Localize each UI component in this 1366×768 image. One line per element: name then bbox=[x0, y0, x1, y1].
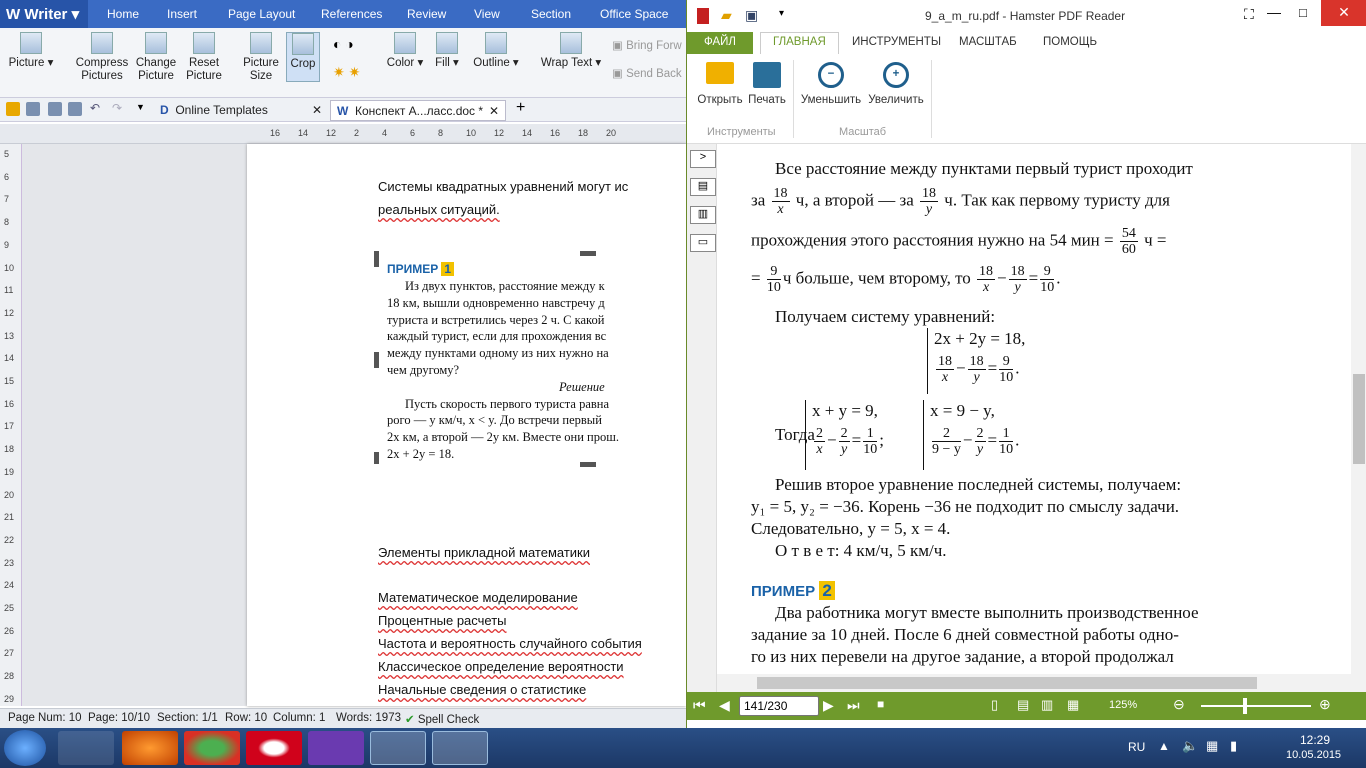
customize-icon[interactable]: ▼ bbox=[136, 102, 145, 112]
print-icon[interactable] bbox=[48, 102, 62, 116]
pdf-sidebar bbox=[687, 144, 717, 692]
tab-file[interactable]: ФАЙЛ bbox=[687, 32, 753, 54]
ruler-number: 28 bbox=[4, 671, 15, 682]
writer-app-menu[interactable]: W Writer ▾ bbox=[0, 0, 88, 28]
close-icon[interactable]: ✕ bbox=[488, 104, 499, 118]
zoom-slider-thumb[interactable] bbox=[1243, 698, 1247, 714]
pdf-word: − bbox=[997, 268, 1007, 288]
zoom-in-icon[interactable]: ⊕ bbox=[1319, 696, 1331, 712]
equation: x = 9 − y, bbox=[930, 401, 995, 420]
ruler-number: 10 bbox=[4, 262, 15, 273]
taskbar bbox=[0, 728, 1366, 768]
ruler-number: 20 bbox=[606, 128, 617, 138]
ruler-number: 24 bbox=[4, 580, 15, 591]
pdf-word: = bbox=[751, 268, 761, 288]
equation: x + y = 9, bbox=[812, 401, 878, 420]
outline-icon bbox=[485, 32, 507, 54]
pdf-line: го из них перевели на другое задание, а второй продолжал bbox=[751, 647, 1174, 666]
ruler-number: 6 bbox=[410, 128, 416, 138]
fraction: $\frac{18}{y}$ bbox=[1010, 264, 1025, 295]
window-title: 9_a_m_ru.pdf - Hamster PDF Reader bbox=[925, 9, 1126, 23]
ruler-number: 4 bbox=[382, 128, 388, 138]
group-label: Масштаб bbox=[839, 126, 887, 138]
volume-icon[interactable]: 🔈 bbox=[1182, 738, 1199, 753]
tab-help[interactable]: ПОМОЩЬ bbox=[1043, 36, 1098, 48]
maximize-icon[interactable]: □ bbox=[1299, 5, 1307, 20]
color-button[interactable]: Color ▾ bbox=[386, 32, 424, 70]
status-column: Column: 1 bbox=[273, 712, 326, 724]
folder-icon bbox=[706, 62, 734, 84]
ruler-number: 14 bbox=[522, 128, 533, 138]
pdf-line: y₁ = 5, y₂ = −36. Корень −36 не подходит по смыслу задачи. bbox=[751, 497, 1180, 516]
templates-icon: D bbox=[160, 103, 169, 117]
ruler-number: 10 bbox=[466, 128, 477, 138]
fraction: $\frac{9}{10}$ bbox=[1040, 264, 1055, 295]
pages-icon[interactable]: ▥ bbox=[690, 206, 716, 224]
example-number: 2 bbox=[819, 581, 834, 600]
tab-section[interactable]: Section bbox=[531, 7, 572, 21]
writer-ribbon bbox=[0, 28, 686, 98]
new-tab-icon[interactable]: + bbox=[516, 99, 526, 116]
snippet-line: 18 км, вышли одновременно навстречу д bbox=[387, 295, 605, 310]
compress-icon bbox=[91, 32, 113, 54]
first-page-icon[interactable]: ⏮ bbox=[693, 697, 706, 713]
snippet-line: Из двух пунктов, расстояние между к bbox=[405, 279, 605, 293]
pdf-reader-task[interactable] bbox=[370, 731, 426, 765]
send-backward-button[interactable]: ▣ Send Back bbox=[612, 68, 682, 80]
writer-menu-bar bbox=[0, 0, 686, 28]
fraction: $\frac{9}{10}$ bbox=[999, 353, 1014, 385]
fraction: $\frac{18}{y}$ bbox=[969, 353, 984, 385]
cropped-picture[interactable] bbox=[377, 255, 686, 463]
change-picture-button[interactable]: Change Picture bbox=[134, 32, 178, 83]
change-picture-icon bbox=[145, 32, 167, 54]
ruler-number: 18 bbox=[4, 444, 15, 455]
zoom-out-icon[interactable]: ⊖ bbox=[1173, 696, 1185, 712]
continuous-icon[interactable]: ▤ bbox=[1017, 697, 1030, 712]
example-label: ПРИМЕР bbox=[387, 262, 439, 276]
ruler-number: 29 bbox=[4, 693, 15, 704]
fraction: $\frac{2}{y}$ bbox=[840, 425, 848, 457]
snippet-line: каждый турист, если для прохождения вс bbox=[387, 329, 607, 344]
battery-icon[interactable]: ▮ bbox=[1230, 738, 1238, 753]
tab-online-templates[interactable]: D Online Templates ✕ bbox=[160, 103, 322, 117]
fraction: $\frac{18}{x}$ bbox=[938, 353, 952, 385]
ruler-number: 8 bbox=[4, 217, 10, 228]
tray-arrow-icon[interactable]: ▲ bbox=[1158, 739, 1170, 753]
stop-icon[interactable]: ■ bbox=[877, 697, 885, 711]
pdf-word: прохождения этого расстояния нужно на 54 мин = bbox=[751, 230, 1114, 250]
snippet-line: между пунктами одному из них нужно на bbox=[387, 346, 609, 361]
network-icon[interactable]: ▦ bbox=[1206, 738, 1219, 753]
divider bbox=[793, 60, 794, 138]
fill-icon bbox=[436, 32, 458, 54]
status-page-num: Page Num: 10 bbox=[8, 712, 82, 724]
fraction: $\frac{1}{10}$ bbox=[863, 425, 878, 457]
zoom-out-icon: − bbox=[818, 62, 844, 88]
example-number: 1 bbox=[441, 262, 454, 276]
ruler-number: 27 bbox=[4, 648, 15, 659]
clock-time[interactable]: 12:29 bbox=[1300, 733, 1331, 747]
fraction: $\frac{54}{60}$ bbox=[1121, 226, 1136, 257]
wrap-text-button[interactable]: Wrap Text ▾ bbox=[540, 32, 602, 70]
scroll-thumb[interactable] bbox=[1353, 374, 1365, 464]
pdf-word: ч, а второй — за bbox=[795, 190, 914, 210]
fraction: $\frac{1}{10}$ bbox=[999, 425, 1014, 457]
firefox-icon[interactable] bbox=[122, 731, 178, 765]
crop-button[interactable]: Crop bbox=[286, 32, 320, 82]
zoom-in-button[interactable]: + Увеличить bbox=[865, 62, 927, 106]
tab-references[interactable]: References bbox=[321, 7, 383, 21]
tab-tools[interactable]: ИНСТРУМЕНТЫ bbox=[852, 36, 942, 48]
list-item: Частота и вероятность случайного события bbox=[378, 636, 642, 651]
ruler-number: 7 bbox=[4, 194, 10, 205]
list-item: Классическое определение вероятности bbox=[378, 659, 624, 674]
chrome-icon[interactable] bbox=[184, 731, 240, 765]
clock-date[interactable]: 10.05.2015 bbox=[1286, 749, 1342, 761]
ruler-number: 9 bbox=[4, 239, 10, 250]
document-icon: W bbox=[337, 104, 349, 118]
pdf-line: Тогда bbox=[775, 425, 815, 444]
status-bar bbox=[0, 708, 686, 728]
ruler-number: 18 bbox=[578, 128, 589, 138]
redo-icon[interactable]: ↷ bbox=[112, 101, 123, 115]
ruler-number: 17 bbox=[4, 421, 15, 432]
single-page-icon[interactable]: ▯ bbox=[991, 697, 999, 712]
horizontal-scrollbar[interactable] bbox=[717, 674, 1351, 692]
tab-view[interactable]: View bbox=[474, 7, 500, 21]
pdf-line: Следовательно, y = 5, x = 4. bbox=[751, 519, 951, 538]
pdf-title-bar bbox=[687, 0, 1366, 32]
next-page-icon[interactable]: ▶ bbox=[823, 697, 834, 713]
list-item: Начальные сведения о статистике bbox=[378, 682, 587, 697]
snippet-line: туриста и встретились через 2 ч. С какой bbox=[387, 312, 605, 327]
ruler-number: 23 bbox=[4, 557, 15, 568]
doc-heading: Элементы прикладной математики bbox=[378, 545, 590, 560]
ruler-number: 26 bbox=[4, 625, 15, 636]
pdf-ribbon bbox=[687, 54, 1366, 144]
fraction: $\frac{18}{x}$ bbox=[979, 264, 994, 295]
ruler-number: 14 bbox=[298, 128, 309, 138]
snippet-line: чем другому? bbox=[387, 362, 460, 377]
fraction: $\frac{2}{x}$ bbox=[816, 425, 823, 457]
pdf-word: ч больше, чем второму, то bbox=[782, 268, 971, 288]
fill-button[interactable]: Fill ▾ bbox=[432, 32, 462, 70]
ruler-number: 5 bbox=[4, 149, 10, 159]
status-row: Row: 10 bbox=[225, 712, 268, 724]
status-page: Page: 10/10 bbox=[88, 712, 151, 724]
reset-picture-button[interactable]: Reset Picture bbox=[182, 32, 226, 83]
ruler-number: 2 bbox=[354, 128, 360, 138]
ruler-number: 21 bbox=[4, 512, 15, 523]
wrap-text-icon bbox=[560, 32, 582, 54]
pdf-line: задание за 10 дней. После 6 дней совместной работы одно- bbox=[751, 625, 1179, 644]
ruler-number: 12 bbox=[4, 307, 15, 318]
pdf-navigation-bar bbox=[687, 692, 1366, 720]
language-indicator[interactable]: RU bbox=[1128, 740, 1146, 754]
status-words: Words: 1973 bbox=[336, 712, 401, 724]
page-number-input[interactable] bbox=[739, 696, 819, 716]
picture-size-button[interactable]: Picture Size bbox=[240, 32, 282, 83]
undo-icon[interactable]: ↶ bbox=[90, 101, 101, 115]
last-page-icon[interactable]: ⏭ bbox=[847, 697, 860, 713]
snippet-solution: Решение bbox=[559, 379, 605, 394]
equation: 2x + 2y = 18, bbox=[934, 329, 1026, 348]
scroll-thumb[interactable] bbox=[757, 677, 1257, 689]
pdf-line: Все расстояние между пунктами первый турист проходит bbox=[775, 159, 1193, 178]
ruler-number: 16 bbox=[4, 398, 15, 409]
color-icon bbox=[394, 32, 416, 54]
ruler-number: 6 bbox=[4, 171, 10, 182]
ruler-number: 15 bbox=[4, 376, 15, 386]
vertical-scrollbar[interactable] bbox=[1351, 144, 1366, 692]
snippet-line: Пусть скорость первого туриста равна bbox=[405, 396, 610, 411]
tab-main[interactable]: ГЛАВНАЯ bbox=[760, 32, 839, 54]
zoom-level: 125% bbox=[1109, 699, 1138, 711]
explorer-icon[interactable] bbox=[58, 731, 114, 765]
snippet-line: рого — y км/ч, x < y. До встречи первый bbox=[387, 413, 602, 428]
customize-icon[interactable]: ▾ bbox=[779, 8, 785, 19]
compress-pictures-button[interactable]: Compress Pictures bbox=[74, 32, 130, 83]
pdf-line: О т в е т: 4 км/ч, 5 км/ч. bbox=[775, 541, 947, 560]
two-page-icon[interactable]: ▥ bbox=[1041, 697, 1054, 712]
list-item: Процентные расчеты bbox=[378, 613, 507, 628]
thumbnails-icon[interactable]: ▭ bbox=[690, 234, 716, 252]
expand-panel-button[interactable]: > bbox=[690, 150, 716, 168]
tab-document[interactable]: W Конспект А...ласс.doc * ✕ bbox=[330, 100, 506, 121]
picture-size-icon bbox=[250, 32, 272, 54]
zoom-out-button[interactable]: − Уменьшить bbox=[799, 62, 863, 106]
two-page-continuous-icon[interactable]: ▦ bbox=[1067, 697, 1080, 712]
quick-access-bar bbox=[0, 98, 686, 122]
ruler-number: 20 bbox=[4, 489, 15, 500]
picture-icon bbox=[20, 32, 42, 54]
ruler-number: 22 bbox=[4, 534, 15, 545]
opera-icon[interactable] bbox=[246, 731, 302, 765]
print-button[interactable]: Печать bbox=[745, 62, 789, 106]
status-section: Section: 1/1 bbox=[157, 712, 218, 724]
save-icon[interactable] bbox=[26, 102, 40, 116]
open-icon[interactable] bbox=[6, 102, 20, 116]
ruler-number: 16 bbox=[270, 128, 281, 138]
brightness-icon[interactable]: ◐ ◑ bbox=[333, 36, 354, 52]
doc-line: реальных ситуаций. bbox=[378, 202, 500, 217]
ruler-number: 14 bbox=[4, 353, 15, 364]
spell-check-button[interactable]: ✔ Spell Check bbox=[405, 714, 480, 726]
ruler-number: 19 bbox=[4, 466, 15, 477]
horizontal-ruler[interactable] bbox=[0, 124, 686, 144]
list-item: Математическое моделирование bbox=[378, 590, 578, 605]
contrast-icon[interactable]: ✷ ✷ bbox=[333, 64, 361, 80]
snippet-line: 2x км, а второй — 2y км. Вместе они прош. bbox=[387, 430, 619, 445]
fraction: $\frac{9}{10}$ bbox=[766, 264, 781, 295]
ruler-number: 12 bbox=[494, 128, 505, 138]
prev-page-icon[interactable]: ◀ bbox=[719, 697, 730, 713]
pdf-word: за bbox=[751, 190, 766, 210]
visual-studio-icon[interactable] bbox=[308, 731, 364, 765]
zoom-in-icon: + bbox=[883, 62, 909, 88]
pdf-line: Решив второе уравнение последней системы, получаем: bbox=[775, 475, 1182, 494]
fraction: $\frac{18}{x}$ bbox=[773, 186, 788, 217]
ruler-number: 13 bbox=[4, 330, 15, 341]
pdf-line: Получаем систему уравнений: bbox=[775, 307, 996, 326]
snippet-line: 2x + 2y = 18. bbox=[387, 446, 455, 461]
tab-insert[interactable]: Insert bbox=[167, 7, 198, 21]
ruler-number: 16 bbox=[550, 128, 561, 138]
check-icon: ✔ bbox=[405, 714, 415, 726]
example-label: ПРИМЕР bbox=[751, 583, 816, 600]
print-icon[interactable]: ▣ bbox=[745, 7, 759, 23]
fullscreen-icon[interactable]: ⛶ bbox=[1244, 6, 1254, 22]
ruler-number: 25 bbox=[4, 603, 15, 613]
picture-button[interactable]: Picture ▾ bbox=[8, 32, 54, 70]
pdf-line: Два работника могут вместе выполнить производственное bbox=[775, 603, 1199, 622]
zoom-slider[interactable] bbox=[1201, 705, 1311, 707]
tab-page-layout[interactable]: Page Layout bbox=[228, 7, 296, 21]
pdf-word: ч = bbox=[1144, 230, 1167, 250]
printer-icon bbox=[753, 62, 781, 88]
fraction: $\frac{2}{9 - y}$ bbox=[932, 425, 961, 457]
close-icon[interactable]: ✕ bbox=[311, 103, 322, 117]
tab-home[interactable]: Home bbox=[107, 7, 140, 21]
tab-scale[interactable]: МАСШТАБ bbox=[959, 36, 1017, 48]
tab-office-space[interactable]: Office Space bbox=[600, 7, 669, 21]
fraction: $\frac{2}{y}$ bbox=[976, 425, 984, 457]
pdf-word: ч. Так как первому туристу для bbox=[944, 190, 1170, 210]
pdf-app-icon bbox=[697, 8, 709, 24]
crop-icon bbox=[292, 33, 314, 55]
pdf-word: . bbox=[1056, 268, 1061, 288]
pdf-reader-window: ▰ ▣ ▾ 9_a_m_ru.pdf - Hamster PDF Reader ⛶ — □ ✕ ФАЙЛ ГЛАВНАЯ ИНСТРУМЕНТЫ МАСШТАБ ПОМОЩЬ Открыть Печать − Уменьшить + Увеличить Инструменты Масштаб > ▤ ▥ ▭ Все расстояние между пунктами первый турист проходит за $\frac{18}{x}$ ч, а второй — за $\frac{18}{y}$ ч. Так как первому туристу для прохождения этого расстояния нужно на 54 мин = $\frac{54}{60}$ ч = = $\frac{9}{10}$ ч больше, чем второму, то $\frac{18}{x}$ − $\frac{18}{y}$ = $\frac{9}{10}$ . Получаем систему уравнений: 2x + 2y = 18, $\frac{18}{x}$ − $\frac{18}{y}$ = $\frac{9}{10}$ . Тогда x + y = 9, $\frac{2}{x}$ − $\frac{2}{y}$ = $\frac{1}{10}$ ; x = 9 − y, $\frac{2}{9 - y}$ − $\frac{2}{y}$ = $\frac{1}{10}$ . Решив второе уравнение последней системы, получаем: y₁ = 5, y₂ = −36. Корень −36 не подходит по смыслу задачи. Следовательно, y = 5, x = 4. О т в е т: 4 км/ч, 5 км/ч. ПРИМЕР 2 Два работника могут вместе выполнить производственное задание за 10 дней. После 6 дней совместной работы одно- го из них перевели на другое задание, а второй продолжал ⏮ ◀ 141/230 ▶ ⏭ ■ ▯ ▤ ▥ ▦ 125% ⊖ ⊕ bbox=[686, 0, 1366, 728]
pdf-word: = bbox=[1028, 268, 1039, 288]
writer-task[interactable] bbox=[432, 731, 488, 765]
fraction: $\frac{18}{y}$ bbox=[922, 186, 937, 217]
group-label: Инструменты bbox=[707, 126, 776, 138]
reset-picture-icon bbox=[193, 32, 215, 54]
ruler-number: 12 bbox=[326, 128, 337, 138]
open-button[interactable]: Открыть bbox=[697, 62, 743, 106]
outline-button[interactable]: Outline ▾ bbox=[470, 32, 522, 70]
minimize-icon[interactable]: — bbox=[1267, 4, 1281, 20]
preview-icon[interactable] bbox=[68, 102, 82, 116]
start-button[interactable] bbox=[4, 730, 46, 766]
vertical-ruler[interactable] bbox=[0, 144, 22, 706]
bring-forward-button[interactable]: ▣ Bring Forw bbox=[612, 40, 682, 52]
close-icon[interactable]: ✕ bbox=[1321, 0, 1366, 26]
doc-line: Системы квадратных уравнений могут ис bbox=[378, 179, 629, 194]
bookmarks-icon[interactable]: ▤ bbox=[690, 178, 716, 196]
ruler-number: 11 bbox=[4, 285, 14, 296]
ruler-number: 8 bbox=[438, 128, 444, 138]
tab-review[interactable]: Review bbox=[407, 7, 447, 21]
open-icon[interactable]: ▰ bbox=[721, 7, 732, 23]
divider bbox=[931, 60, 932, 138]
